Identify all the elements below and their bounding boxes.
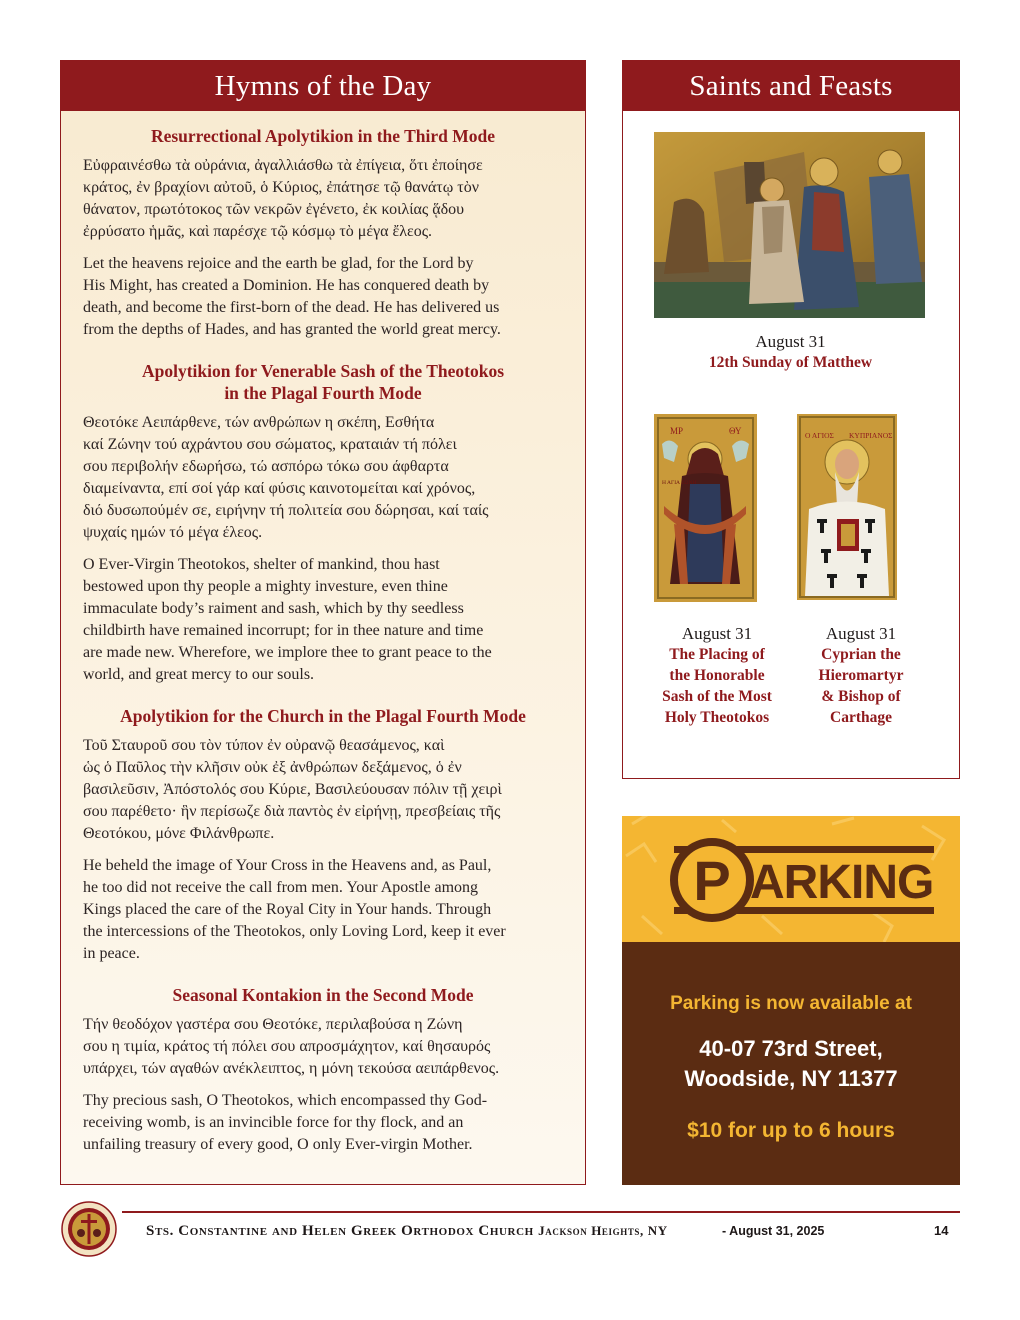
parking-price: $10 for up to 6 hours <box>687 1119 895 1142</box>
hymns-panel <box>60 60 586 1185</box>
hymns-body <box>61 111 585 1156</box>
parking-address <box>622 1034 960 1094</box>
hymn-greek-kontakion: Τήν θεοδόχον γαστέρα σου Θεοτόκε, περιλαβούσα η Ζώνη σου η τιμία, κράτος τή πόλει σου απροσμάχητον, καί θησαυρός υπάρχει, τών αγαθών ανέκλειπτος, η μόνη τεκούσα αειπάρθενος. <box>83 1016 500 1077</box>
hymn-greek-resurrectional: Εὐφραινέσθω τὰ οὐράνια, ἀγαλλιάσθω τὰ ἐπίγεια, ὅτι ἐποίησε κράτος, ἐν βραχίονι αὐτοῦ, ὁ Κύριος, ἐπάτησε τῷ θανάτῳ τὸν θάνατον, πρωτότοκος τῶν νεκρῶν ἐγένετο, ἐκ κοιλίας ᾅδου ἐρρύσατο ἡμᾶς, καὶ παρέσχε τῷ κόσμῳ τὸ μέγα ἔλεος. <box>83 157 483 240</box>
caption-name-line: Cyprian the <box>821 646 901 663</box>
footer-church-name <box>146 1221 668 1241</box>
caption-date: August 31 <box>755 332 826 351</box>
parking-address-line2: Woodside, NY 11377 <box>684 1066 898 1091</box>
hymn-greek-sash: Θεοτόκε Αειπάρθενε, τών ανθρώπων η σκέπη, Εσθήτα καί Ζώνην τού αχράντου σου σώματος, κραταιάν τή πόλει σου περιβολήν εδωρήσω, τώ ασπόρω τόκω σου άφθαρτα διαμείναντα, επί σοί γάρ καί φύσις καινοτομείται καί χρόνος, διό δυσωπούμέν σε, ειρήνην τή πολιτεία σου δώρησαι, καί ταίς ψυχαίς ημών τό μέγα έλεος. <box>83 414 489 541</box>
footer-date: - August 31, 2025 <box>722 1224 825 1238</box>
icon-text-mr: ΜΡ <box>670 426 684 436</box>
parking-ad <box>622 816 960 1185</box>
caption-name-line: Hieromartyr <box>818 667 904 684</box>
caption-sunday-matthew <box>623 331 958 373</box>
parking-p-glyph: P <box>693 849 731 912</box>
parking-address-line1: 40-07 73rd Street, <box>699 1036 883 1061</box>
theotokos-sash-icon-image <box>654 414 757 602</box>
hymn-english-kontakion: Thy precious sash, O Theotokos, which encompassed thy God- receiving womb, is an invincible force for thy flock, and an unfailing treasury of every good, O only Ever-virgin Mother. <box>83 1092 488 1153</box>
parking-banner-text: ARKING <box>750 856 934 909</box>
footer-rule <box>122 1211 960 1213</box>
parking-banner <box>622 816 960 942</box>
page-number: 14 <box>934 1223 949 1238</box>
parking-available-text: Parking is now available at <box>670 993 912 1014</box>
hymn-title-sash <box>83 360 563 404</box>
hymn-english-sash: O Ever-Virgin Theotokos, shelter of mankind, thou hast bestowed upon thy people a mighty investure, even thine immaculate body’s raiment and sash, which by thy seedless childbirth have remained incorrupt; for in thee nature and time are made new. Wherefore, we implore thee to grant peace to the world, and great mercy to our souls. <box>83 556 492 683</box>
hymn-english-church: He beheld the image of Your Cross in the Heavens and, as Paul, he too did not receive the call from men. Your Apostle among Kings placed the care of the Royal City in Your hands. Through the intercessions of the Theotokos, only Loving Lord, keep it ever in peace. <box>83 857 506 962</box>
cyprian-icon-image <box>797 414 897 600</box>
caption-sash <box>645 623 789 728</box>
icon-text-o-agios: Ο ΑΓΙΟΣ <box>805 431 834 440</box>
parking-info <box>622 942 960 1185</box>
caption-date: August 31 <box>681 624 753 643</box>
caption-cyprian <box>789 623 933 728</box>
hymn-title-sash-line2: in the Plagal Fourth Mode <box>224 383 422 403</box>
hymn-title-kontakion: Seasonal Kontakion in the Second Mode <box>172 985 474 1005</box>
caption-name-line: The Placing of <box>669 646 765 663</box>
church-seal-logo <box>61 1201 117 1257</box>
footer-church: Sts. Constantine and Helen Greek Orthodox Church <box>146 1223 534 1239</box>
hymn-english-resurrectional: Let the heavens rejoice and the earth be glad, for the Lord by His Might, has created a Dominion. He has conquered death by death, and become the first-born of the dead. He has delivered us from the depths of Hades, and has granted the world great mercy. <box>83 255 501 338</box>
saints-panel <box>622 60 960 779</box>
caption-date: August 31 <box>825 624 897 643</box>
caption-name-line: the Honorable <box>669 667 765 684</box>
hymn-greek-church: Τοῦ Σταυροῦ σου τὸν τύπον ἐν οὐρανῷ θεασάμενος, καὶ ὡς ὁ Παῦλος τὴν κλῆσιν οὐκ ἐξ ἀνθρώπων δεξάμενος, ὁ ἐν βασιλεῦσιν, Ἀπόστολός σου Κύριε, Βασιλεύουσαν πόλιν τῇ χειρὶ σου παρέθετο· ἣν περίσωζε διὰ παντὸς ἐν εἰρήνῃ, πρεσβείαις τῆς Θεοτόκου, μόνε Φιλάνθρωπε. <box>83 737 502 842</box>
caption-name-line: Carthage <box>830 709 892 726</box>
saints-header: Saints and Feasts <box>623 61 959 111</box>
caption-name: 12th Sunday of Matthew <box>708 354 873 371</box>
caption-name-line: & Bishop of <box>821 688 901 705</box>
hymn-title-church: Apolytikion for the Church in the Plagal Fourth Mode <box>120 706 526 726</box>
hymn-title-sash-line1: Apolytikion for Venerable Sash of the Theotokos <box>141 361 505 381</box>
icon-text-agia-zoni: Η ΑΓΙΑ ΖΩΝΗ <box>662 480 697 486</box>
footer-location: Jackson Heights, NY <box>538 1223 668 1238</box>
hymns-header: Hymns of the Day <box>61 61 585 111</box>
icon-text-thy: ΘΥ <box>729 426 742 436</box>
caption-name-line: Holy Theotokos <box>664 709 770 726</box>
icon-text-kyprianos: ΚΥΠΡΙΑΝΟΣ <box>849 431 893 440</box>
hymn-title-resurrectional: Resurrectional Apolytikion in the Third Mode <box>150 126 496 146</box>
caption-name-line: Sash of the Most <box>662 688 772 705</box>
mosaic-sunday-matthew-image <box>654 132 925 318</box>
